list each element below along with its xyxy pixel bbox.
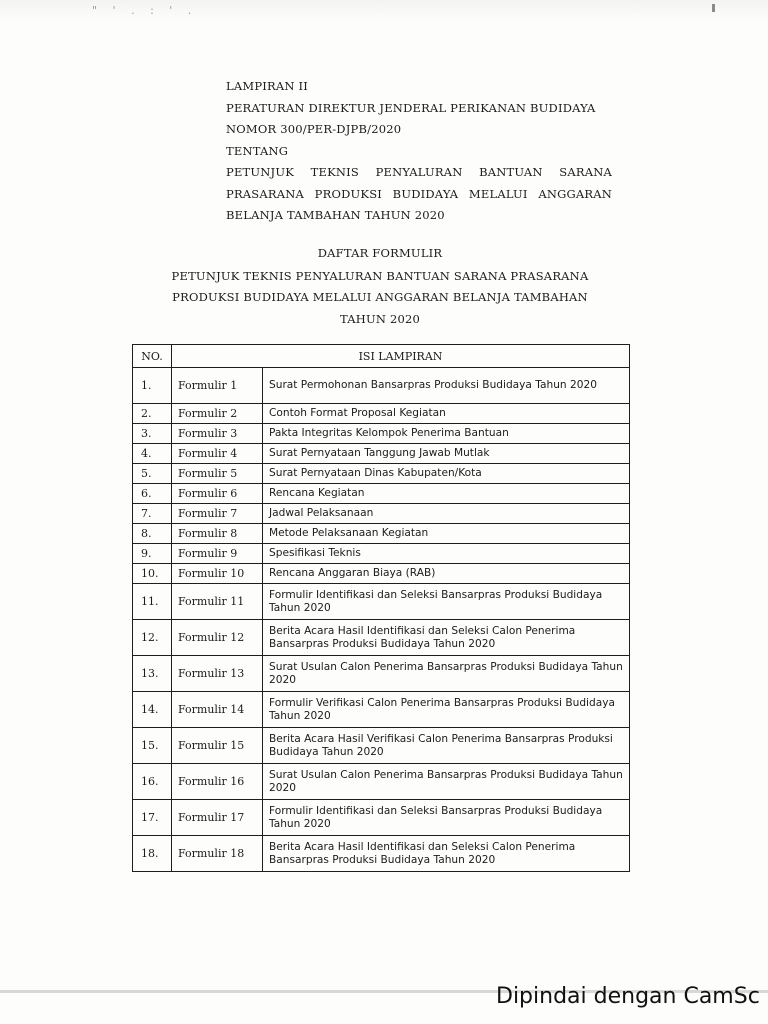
table-row [133,764,630,800]
title-line-2: PETUNJUK TEKNIS PENYALURAN BANTUAN SARANA PRASARANA [171,268,589,283]
row-number: 8. [133,524,172,544]
table-row [133,544,630,564]
row-number: 11. [133,584,172,620]
row-number: 1. [133,368,172,404]
row-form-name: Formulir 1 [172,368,263,404]
table-row [133,484,630,504]
subject-line-3: BELANJA TAMBAHAN TAHUN 2020 [226,208,445,222]
table-row [133,800,630,836]
row-description: Rencana Anggaran Biaya (RAB) [263,564,630,584]
row-form-name: Formulir 17 [172,800,263,836]
row-description: Spesifikasi Teknis [263,544,630,564]
row-number: 6. [133,484,172,504]
table-row [133,620,630,656]
scan-mark-right [712,4,715,12]
subject-line-1: PETUNJUK TEKNIS PENYALURAN BANTUAN SARANA [226,165,612,179]
subject-line-2: PRASARANA PRODUKSI BUDIDAYA MELALUI ANGGARAN [226,186,612,201]
row-form-name: Formulir 8 [172,524,263,544]
row-form-name: Formulir 9 [172,544,263,564]
table-row [133,584,630,620]
table-row [133,564,630,584]
row-description: Berita Acara Hasil Identifikasi dan Seleksi Calon Penerima Bansarpras Produksi Budidaya Tahun 2020 [263,836,630,872]
row-form-name: Formulir 4 [172,444,263,464]
row-form-name: Formulir 7 [172,504,263,524]
row-form-name: Formulir 16 [172,764,263,800]
row-description: Contoh Format Proposal Kegiatan [263,404,630,424]
row-description: Berita Acara Hasil Identifikasi dan Seleksi Calon Penerima Bansarpras Produksi Budidaya Tahun 2020 [263,620,630,656]
row-description: Surat Pernyataan Dinas Kabupaten/Kota [263,464,630,484]
row-number: 4. [133,444,172,464]
row-number: 17. [133,800,172,836]
form-list-title [130,243,630,330]
row-form-name: Formulir 15 [172,728,263,764]
table-row [133,404,630,424]
table-header-row [133,345,630,368]
row-number: 14. [133,692,172,728]
row-description: Rencana Kegiatan [263,484,630,504]
row-form-name: Formulir 3 [172,424,263,444]
row-form-name: Formulir 12 [172,620,263,656]
title-line-1: DAFTAR FORMULIR [317,246,443,260]
table-row [133,444,630,464]
table-row [133,836,630,872]
header-no: NO. [133,345,172,368]
row-form-name: Formulir 13 [172,656,263,692]
row-number: 15. [133,728,172,764]
table-row [133,464,630,484]
row-form-name: Formulir 11 [172,584,263,620]
scanner-watermark: Dipindai dengan CamSc [496,984,760,1009]
lampiran-label: LAMPIRAN II [226,79,308,93]
title-line-4: TAHUN 2020 [339,311,421,326]
table-row [133,504,630,524]
regulation-title: PERATURAN DIREKTUR JENDERAL PERIKANAN BUDIDAYA [226,100,596,115]
table-row [133,524,630,544]
title-line-3: PRODUKSI BUDIDAYA MELALUI ANGGARAN BELANJA TAMBAHAN [172,290,588,304]
row-description: Surat Usulan Calon Penerima Bansarpras Produksi Budidaya Tahun 2020 [263,764,630,800]
row-number: 13. [133,656,172,692]
row-number: 10. [133,564,172,584]
row-description: Surat Permohonan Bansarpras Produksi Budidaya Tahun 2020 [263,368,630,404]
row-form-name: Formulir 5 [172,464,263,484]
table-row [133,692,630,728]
row-number: 12. [133,620,172,656]
row-description: Berita Acara Hasil Verifikasi Calon Penerima Bansarpras Produksi Budidaya Tahun 2020 [263,728,630,764]
row-number: 18. [133,836,172,872]
row-description: Surat Usulan Calon Penerima Bansarpras Produksi Budidaya Tahun 2020 [263,656,630,692]
row-form-name: Formulir 6 [172,484,263,504]
row-number: 3. [133,424,172,444]
tentang-label: TENTANG [226,143,289,158]
table-body [133,368,630,872]
row-description: Jadwal Pelaksanaan [263,504,630,524]
header-isi-lampiran: ISI LAMPIRAN [172,345,630,368]
row-form-name: Formulir 14 [172,692,263,728]
regulation-number: NOMOR 300/PER-DJPB/2020 [226,122,402,136]
row-description: Formulir Verifikasi Calon Penerima Bansarpras Produksi Budidaya Tahun 2020 [263,692,630,728]
row-form-name: Formulir 2 [172,404,263,424]
row-number: 16. [133,764,172,800]
row-number: 2. [133,404,172,424]
table-row [133,728,630,764]
row-number: 7. [133,504,172,524]
table-row [133,368,630,404]
row-description: Surat Pernyataan Tanggung Jawab Mutlak [263,444,630,464]
row-form-name: Formulir 18 [172,836,263,872]
row-description: Metode Pelaksanaan Kegiatan [263,524,630,544]
form-list-table [132,344,630,872]
row-description: Pakta Integritas Kelompok Penerima Bantuan [263,424,630,444]
appendix-header [226,76,612,227]
row-number: 5. [133,464,172,484]
row-number: 9. [133,544,172,564]
table-row [133,424,630,444]
row-form-name: Formulir 10 [172,564,263,584]
row-description: Formulir Identifikasi dan Seleksi Bansarpras Produksi Budidaya Tahun 2020 [263,800,630,836]
scan-marks: " ' . : ' . [92,4,198,17]
row-description: Formulir Identifikasi dan Seleksi Bansarpras Produksi Budidaya Tahun 2020 [263,584,630,620]
table-row [133,656,630,692]
